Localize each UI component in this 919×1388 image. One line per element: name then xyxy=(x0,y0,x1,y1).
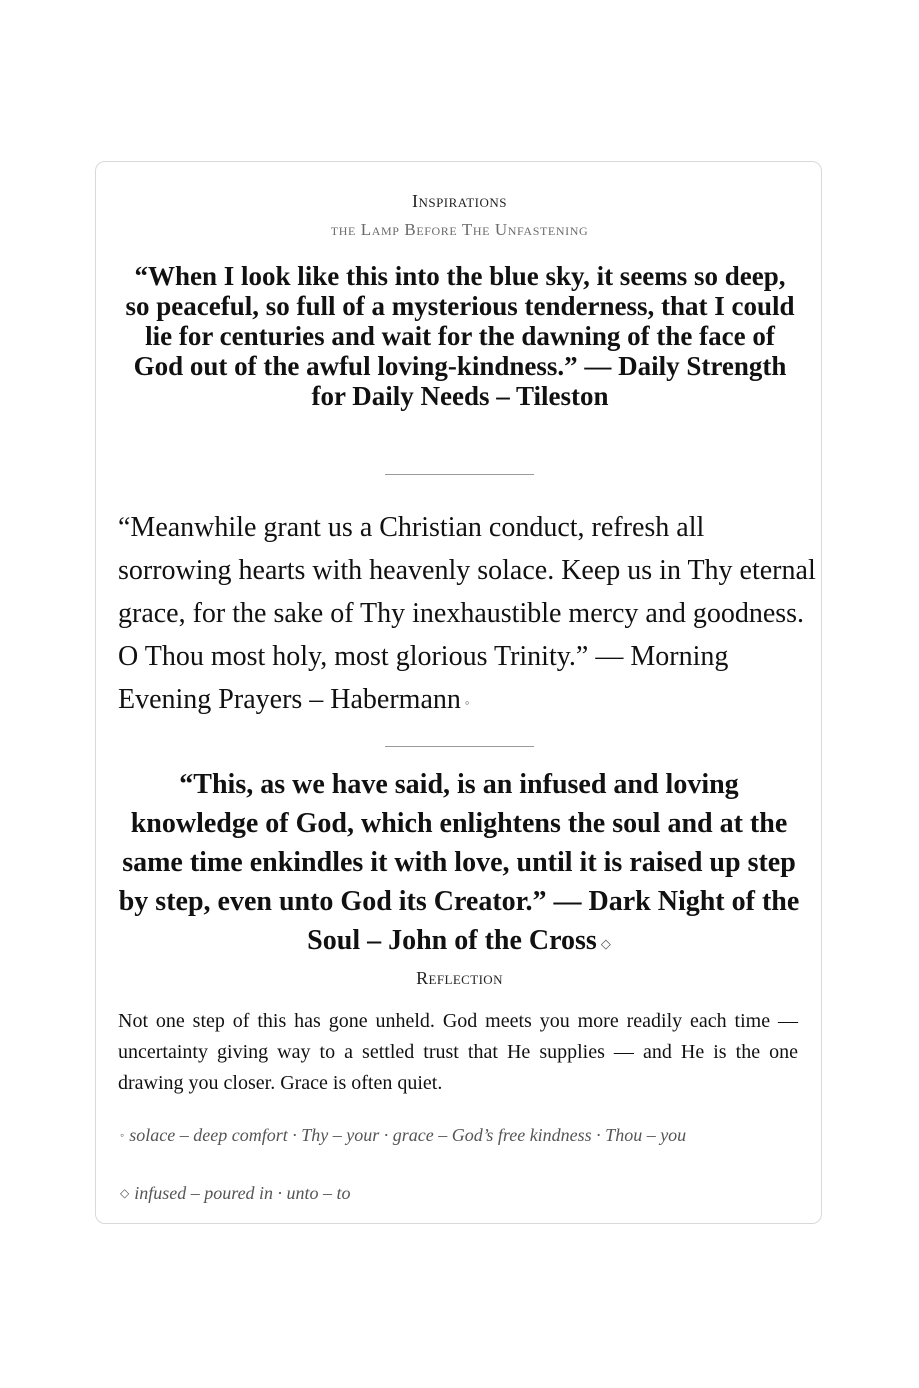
footnote-marker-circle: ◦ xyxy=(120,1128,125,1142)
quote-tileston xyxy=(120,261,800,411)
glossary-text: solace – deep comfort · Thy – your · grace – God’s free kindness · Thou – you xyxy=(129,1125,687,1145)
footnote-marker-diamond: ◇ xyxy=(120,1186,130,1200)
reflection-text: Not one step of this has gone unheld. God meets you more readily each time — uncertainty giving way to a settled trust that He supplies — and He is the one drawing you closer. Grace is often quiet. xyxy=(118,1010,798,1094)
glossary-entry xyxy=(120,1123,760,1148)
page-subtitle: the Lamp Before The Unfastening xyxy=(330,220,589,239)
reflection-heading: Reflection xyxy=(416,968,503,988)
quote-john-of-the-cross xyxy=(115,765,803,963)
footnote-marker-circle: ◦ xyxy=(464,695,470,710)
page-title: Inspirations xyxy=(411,191,508,211)
glossary-text: infused – poured in · unto – to xyxy=(134,1183,351,1203)
footnote-marker-diamond: ◇ xyxy=(600,936,611,951)
divider xyxy=(385,746,534,747)
divider xyxy=(385,474,534,475)
quote-habermann xyxy=(118,506,818,724)
quote-text: “When I look like this into the blue sky, it seems so deep, so peaceful, so full of a mysterious tenderness, that I could lie for centuries and wait for the dawning of the face of God out of the awful loving-kindness.” — Daily Strength for Daily Needs – Tileston xyxy=(125,261,795,411)
quote-text: “Meanwhile grant us a Christian conduct, refresh all sorrowing hearts with heavenly solace. Keep us in Thy eternal grace, for the sake of Thy inexhaustible mercy and goodness. O Thou most holy, most glorious Trinity.” — Morning Evening Prayers – Habermann xyxy=(118,512,816,715)
glossary-entry xyxy=(120,1181,760,1206)
quote-text: “This, as we have said, is an infused and loving knowledge of God, which enlightens the soul and at the same time enkindles it with love, until it is raised up step by step, even unto God its Creator.” — Dark Night of the Soul – John of the Cross xyxy=(118,769,800,956)
